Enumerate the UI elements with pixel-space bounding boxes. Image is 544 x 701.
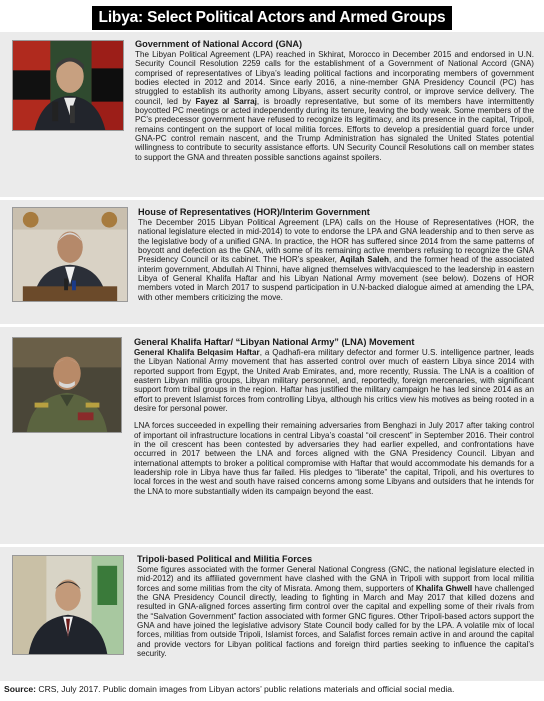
source-label: Source: — [4, 684, 36, 694]
name-khalifa-haftar: General Khalifa Belqasim Haftar — [134, 348, 260, 357]
name-fayez-al-sarraj: Fayez al Sarraj — [195, 96, 257, 106]
section-hor-paragraph: The December 2015 Libyan Political Agreement (LPA) calls on the House of Representatives (HOR, the national legislature elected in mid-2014) to vote to endorse the LPA and GNA leadership and to then serve as the legislative body of a unified GNA. In practice, the HOR has suffered since 2014 from the same patterns of boycott and defection as the GNA, with some of its remaining active members refusing to recognize the GNA Presidency Council or its cabinet. The HOR’s speaker, Aqilah Saleh, and the former head of the associated interim government, Abdullah Al Thinni, have aligned themselves with/acquiesced to the leadership in eastern Libya of General Khalifa Haftar and his Libyan National Army movement (see below). Dozens of HOR members voted in March 2017 to suspend participation in U.N-backed dialogue aimed at amending the LPA, with other members criticizing the move. — [138, 218, 535, 302]
photo-aqilah-saleh — [12, 207, 128, 302]
section-gna — [0, 32, 544, 197]
section-gna-text — [135, 39, 534, 162]
section-haftar-text — [134, 337, 534, 496]
section-tripoli-paragraph: Some figures associated with the former General National Congress (GNC, the national legislature elected in mid-2012) and its affiliated government have clashed with the GNA in Tripoli with support from local militia forces and some militias from the city of Misrata. Among them, supporters of Khalifa Ghwell have challenged the GNA Presidency Council directly, leading to fighting in March and May 2017 that killed dozens and resulted in GNA-aligned forces asserting firm control over the capital and expelling some of their rivals from the “Salvation Government” faction associated with former GNC figures. Other Tripoli-based actors support the GNA and have joined the legislative advisory State Council body called for by the LPA. A volatile mix of local forces, militias from outside Tripoli, Islamist forces, and Salafist forces remain active in and around the capital and provide vectors for Libyan political factions and foreign third parties seeking to influence the capital’s security. — [137, 565, 535, 659]
section-haftar-paragraph-2: LNA forces succeeded in expelling their remaining adversaries from Benghazi in July 2017 after taking control of important oil infrastructure locations in central Libya’s coastal “oil crescent” in September 2016. Their control in the oil crescent has been contested by adversaries they had earlier expelled, and confrontations have occurred in 2017 between the LNA and forces aligned with the GNA Presidency Council. Libyan and international attempts to broker a political compromise with Haftar that would accommodate his demands for a leadership role in Libya have thus far failed. His pledges to “liberate” the capital, Tripoli, and his overtures to local forces in the west and south have raised concerns among some Libyans and outsiders that he intends for the LNA to more substantially widen its campaign beyond the east. — [134, 421, 534, 496]
section-gna-paragraph: The Libyan Political Agreement (LPA) reached in Skhirat, Morocco in December 2015 and endorsed in U.N. Security Council Resolution 2259 calls for the establishment of a Government of National Accord (GNA) comprised of representatives of Libya’s leading political factions and incorporating members of government bodies elected in 2012 and 2014. Since early 2016, a nine-member GNA Presidency Council (PC) has struggled to establish its authority among Libyans, assert security control, or improve service delivery. The council, led by Fayez al Sarraj, is broadly representative, but some of its members have intermittently boycotted PC meetings or acted independently during its tenure, leaving the body weak. Some members of the PC’s predecessor government have refused to recognize its legitimacy, and its presence in the capital, Tripoli, remains contingent on the support of local militia forces. Efforts to develop a presidential guard force under GNA-PC control remain nascent, and the Trump Administration has signaled the United States potential willingness to contribute to security assistance efforts. UN Security Council Resolutions call on member states to support the GNA and threaten possible sanctions against spoilers. — [135, 50, 534, 162]
photo-khalifa-ghwell — [12, 555, 124, 655]
name-aqilah-saleh: Aqilah Saleh — [339, 255, 389, 265]
section-haftar-heading: General Khalifa Haftar/ “Libyan National Army” (LNA) Movement — [134, 337, 415, 347]
source-text: CRS, July 2017. Public domain images from Libyan actors’ public relations materials and official social media. — [36, 684, 455, 694]
section-hor-heading: House of Representatives (HOR)/Interim Government — [138, 207, 370, 217]
section-hor-text — [138, 207, 534, 302]
section-gna-heading: Government of National Accord (GNA) — [135, 39, 303, 49]
name-khalifa-ghwell: Khalifa Ghwell — [415, 583, 473, 593]
photo-khalifa-haftar — [12, 337, 122, 433]
page-title: Libya: Select Political Actors and Armed Groups — [92, 6, 452, 30]
section-tripoli-text — [137, 554, 534, 658]
source-note — [4, 684, 454, 695]
section-haftar — [0, 327, 544, 544]
section-tripoli — [0, 547, 544, 681]
section-tripoli-heading: Tripoli-based Political and Militia Forces — [137, 554, 313, 564]
section-hor — [0, 200, 544, 324]
photo-fayez-al-sarraj — [12, 40, 124, 131]
section-haftar-paragraph-1: General Khalifa Belqasim Haftar, a Qadhafi-era military defector and former U.S. intelligence partner, leads the Libyan National Army movement that has asserted control over much of eastern Libya since 2014 with reported support from Egypt, the United Arab Emirates, and, more recently, Russia. The LNA is a coalition of eastern Libyan militia groups, Libyan military personnel, and, reportedly, foreign mercenaries, with significant support from tribal groups in the region. Haftar has justified the military campaign he has led since 2014 as an effort to prevent Islamist forces from controlling Libya, although his critics view his motives as being rooted in a desire for personal power. — [134, 348, 534, 414]
